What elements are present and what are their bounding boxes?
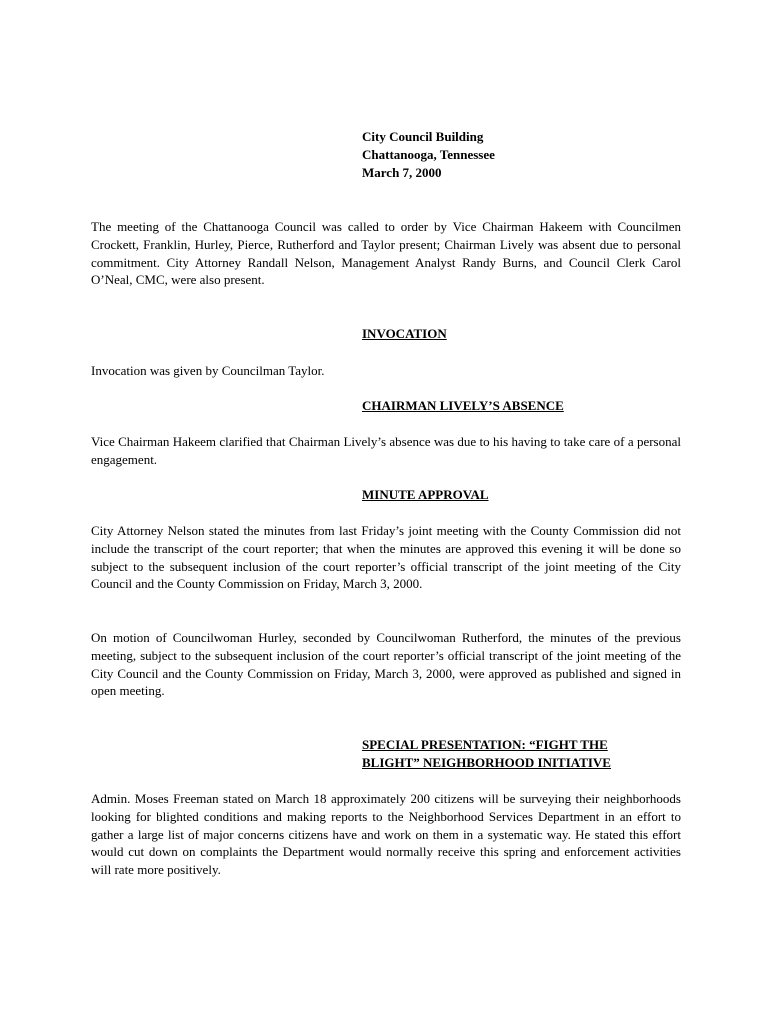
invocation-heading: INVOCATION <box>362 326 447 341</box>
document-header <box>362 128 682 181</box>
absence-heading: CHAIRMAN LIVELY’S ABSENCE <box>362 398 564 413</box>
invocation-paragraph: Invocation was given by Councilman Taylor. <box>91 363 325 378</box>
minute-approval-heading: MINUTE APPROVAL <box>362 487 489 502</box>
presentation-heading-line-2: BLIGHT” NEIGHBORHOOD INITIATIVE <box>362 754 611 770</box>
header-city: Chattanooga, Tennessee <box>362 146 495 162</box>
header-location: City Council Building <box>362 129 484 144</box>
presentation-paragraph: Admin. Moses Freeman stated on March 18 approximately 200 citizens will be surveying their neighborhoods looking for blighted conditions and making reports to the Neighborhood Services Department in an effort to gather a large list of major concerns citizens have and work on them in a systematic way. He stated this effort would cut down on complaints the Department would normally receive this spring and enforcement activities will rate more positively. <box>91 791 681 878</box>
header-date: March 7, 2000 <box>362 164 442 180</box>
intro-paragraph: The meeting of the Chattanooga Council was called to order by Vice Chairman Hakeem with Councilmen Crockett, Franklin, Hurley, Pierce, Rutherford and Taylor present; Chairman Lively was absent due to personal commitment. City Attorney Randall Nelson, Management Analyst Randy Burns, and Council Clerk Carol O’Neal, CMC, were also present. <box>91 219 681 288</box>
absence-paragraph: Vice Chairman Hakeem clarified that Chairman Lively’s absence was due to his having to take care of a personal engagement. <box>91 434 681 467</box>
minute-approval-paragraph-1: City Attorney Nelson stated the minutes from last Friday’s joint meeting with the County Commission did not include the transcript of the court reporter; that when the minutes are approved this evening it will be done so subject to the subsequent inclusion of the court reporter’s official transcript of the joint meeting of the City Council and the County Commission on Friday, March 3, 2000. <box>91 523 681 592</box>
presentation-heading <box>362 736 682 772</box>
presentation-heading-line-1: SPECIAL PRESENTATION: “FIGHT THE <box>362 737 608 752</box>
minute-approval-paragraph-2: On motion of Councilwoman Hurley, seconded by Councilwoman Rutherford, the minutes of the previous meeting, subject to the subsequent inclusion of the court reporter’s official transcript of the joint meeting of the City Council and the County Commission on Friday, March 3, 2000, were approved as published and signed in open meeting. <box>91 630 681 699</box>
